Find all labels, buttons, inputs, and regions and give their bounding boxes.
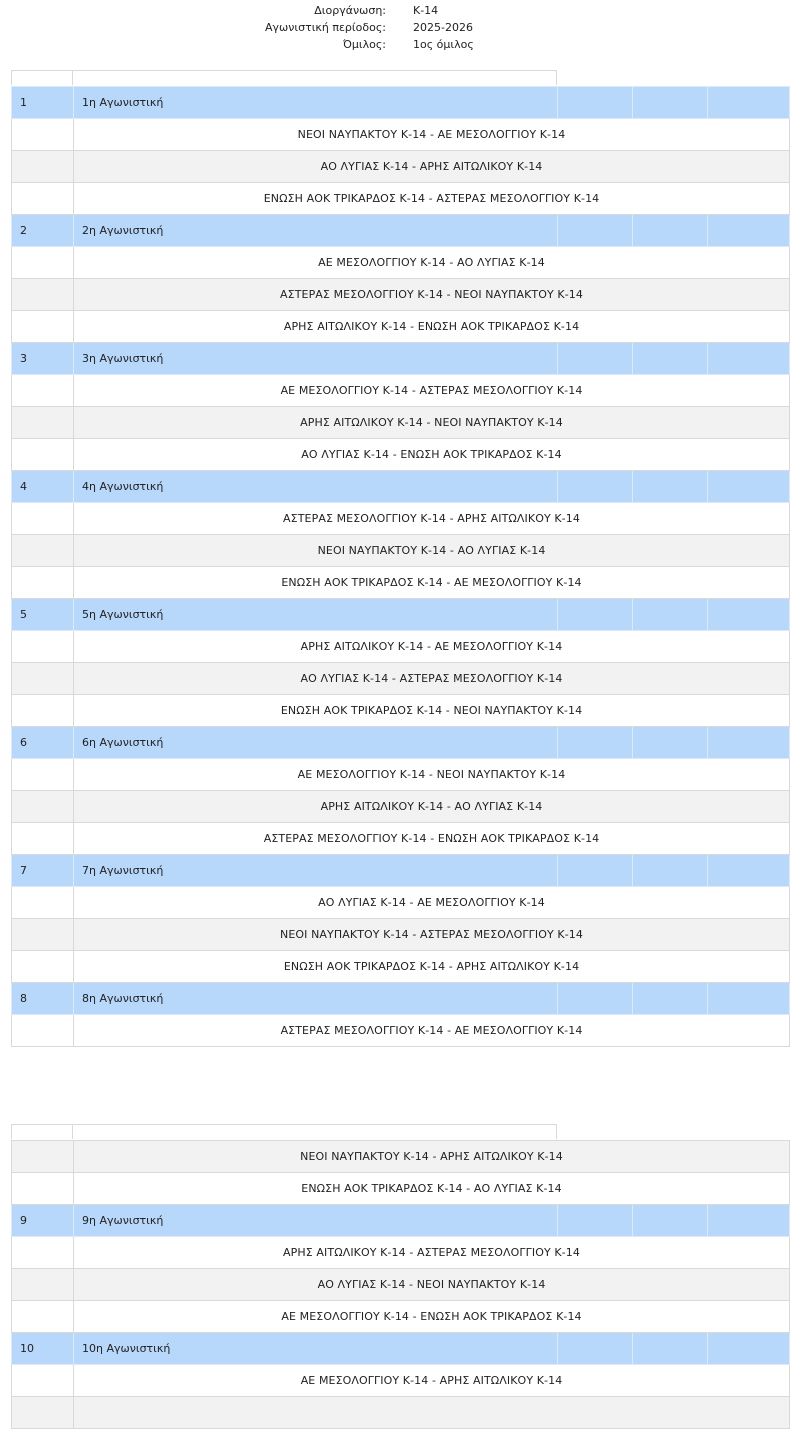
match-row <box>12 1141 790 1173</box>
round-empty-cell <box>558 343 633 375</box>
match-row <box>12 1015 790 1047</box>
round-header-row <box>12 727 790 759</box>
match-row <box>12 1173 790 1205</box>
round-empty-cell <box>633 727 708 759</box>
season-row <box>0 19 800 36</box>
round-empty-cell <box>558 1333 633 1365</box>
round-empty-cell <box>558 215 633 247</box>
match-row <box>12 1365 790 1397</box>
round-empty-cell <box>633 1205 708 1237</box>
match-empty-cell <box>12 823 74 855</box>
round-number: 9 <box>12 1205 74 1237</box>
match-teams: ΝΕΟΙ ΝΑΥΠΑΚΤΟΥ Κ-14 - ΑΣΤΕΡΑΣ ΜΕΣΟΛΟΓΓΙΟΥ Κ-14 <box>74 919 790 951</box>
round-name: 8η Αγωνιστική <box>74 983 558 1015</box>
round-name: 1η Αγωνιστική <box>74 87 558 119</box>
match-row <box>12 631 790 663</box>
match-row <box>12 151 790 183</box>
round-empty-cell <box>708 855 790 887</box>
round-name: 9η Αγωνιστική <box>74 1205 558 1237</box>
match-empty-cell <box>12 1237 74 1269</box>
round-number: 5 <box>12 599 74 631</box>
match-empty-cell <box>12 1301 74 1333</box>
match-row <box>12 1301 790 1333</box>
round-name: 10η Αγωνιστική <box>74 1333 558 1365</box>
match-row <box>12 887 790 919</box>
match-teams: ΝΕΟΙ ΝΑΥΠΑΚΤΟΥ Κ-14 - ΑΟ ΛΥΓΙΑΣ Κ-14 <box>74 535 790 567</box>
round-header-row <box>12 215 790 247</box>
round-number: 1 <box>12 87 74 119</box>
match-teams: ΕΝΩΣΗ ΑΟΚ ΤΡΙΚΑΡΔΟΣ Κ-14 - ΑΡΗΣ ΑΙΤΩΛΙΚΟΥ Κ-14 <box>74 951 790 983</box>
match-empty-cell <box>12 887 74 919</box>
match-row <box>12 663 790 695</box>
round-empty-cell <box>558 599 633 631</box>
match-teams: ΑΟ ΛΥΓΙΑΣ Κ-14 - ΑΕ ΜΕΣΟΛΟΓΓΙΟΥ Κ-14 <box>74 887 790 919</box>
match-row <box>12 119 790 151</box>
round-number: 7 <box>12 855 74 887</box>
round-empty-cell <box>633 343 708 375</box>
match-empty-cell <box>12 1397 74 1429</box>
season-label: Αγωνιστική περίοδος: <box>264 21 386 34</box>
match-teams: ΑΕ ΜΕΣΟΛΟΓΓΙΟΥ Κ-14 - ΝΕΟΙ ΝΑΥΠΑΚΤΟΥ Κ-14 <box>74 759 790 791</box>
match-teams: ΑΣΤΕΡΑΣ ΜΕΣΟΛΟΓΓΙΟΥ Κ-14 - ΑΡΗΣ ΑΙΤΩΛΙΚΟΥ Κ-14 <box>74 503 790 535</box>
match-row <box>12 1397 790 1429</box>
round-number: 6 <box>12 727 74 759</box>
round-name: 3η Αγωνιστική <box>74 343 558 375</box>
round-empty-cell <box>633 599 708 631</box>
round-empty-cell <box>633 855 708 887</box>
match-empty-cell <box>12 439 74 471</box>
round-empty-cell <box>558 727 633 759</box>
match-teams <box>74 1397 790 1429</box>
match-teams: ΝΕΟΙ ΝΑΥΠΑΚΤΟΥ Κ-14 - ΑΕ ΜΕΣΟΛΟΓΓΙΟΥ Κ-14 <box>74 119 790 151</box>
round-empty-cell <box>558 983 633 1015</box>
round-header-row <box>12 855 790 887</box>
match-empty-cell <box>12 503 74 535</box>
round-empty-cell <box>708 1333 790 1365</box>
round-empty-cell <box>633 1333 708 1365</box>
match-empty-cell <box>12 567 74 599</box>
match-teams: ΑΡΗΣ ΑΙΤΩΛΙΚΟΥ Κ-14 - ΝΕΟΙ ΝΑΥΠΑΚΤΟΥ Κ-14 <box>74 407 790 439</box>
round-name: 7η Αγωνιστική <box>74 855 558 887</box>
round-header-row <box>12 599 790 631</box>
match-row <box>12 439 790 471</box>
round-empty-cell <box>708 471 790 503</box>
round-empty-cell <box>558 471 633 503</box>
match-row <box>12 183 790 215</box>
round-empty-cell <box>708 1205 790 1237</box>
round-number: 2 <box>12 215 74 247</box>
round-empty-cell <box>633 471 708 503</box>
match-empty-cell <box>12 1365 74 1397</box>
match-empty-cell <box>12 1269 74 1301</box>
match-empty-cell <box>12 1141 74 1173</box>
match-teams: ΝΕΟΙ ΝΑΥΠΑΚΤΟΥ Κ-14 - ΑΡΗΣ ΑΙΤΩΛΙΚΟΥ Κ-14 <box>74 1141 790 1173</box>
match-empty-cell <box>12 375 74 407</box>
match-empty-cell <box>12 151 74 183</box>
match-empty-cell <box>12 311 74 343</box>
match-empty-cell <box>12 951 74 983</box>
round-empty-cell <box>633 983 708 1015</box>
match-teams: ΑΟ ΛΥΓΙΑΣ Κ-14 - ΕΝΩΣΗ ΑΟΚ ΤΡΙΚΑΡΔΟΣ Κ-14 <box>74 439 790 471</box>
round-empty-cell <box>558 87 633 119</box>
schedule-table-page-1 <box>11 70 789 1047</box>
competition-value: Κ-14 <box>413 4 439 17</box>
match-row <box>12 1237 790 1269</box>
match-teams: ΑΕ ΜΕΣΟΛΟΓΓΙΟΥ Κ-14 - ΑΡΗΣ ΑΙΤΩΛΙΚΟΥ Κ-14 <box>74 1365 790 1397</box>
match-teams: ΑΣΤΕΡΑΣ ΜΕΣΟΛΟΓΓΙΟΥ Κ-14 - ΕΝΩΣΗ ΑΟΚ ΤΡΙΚΑΡΔΟΣ Κ-14 <box>74 823 790 855</box>
match-row <box>12 311 790 343</box>
round-name: 2η Αγωνιστική <box>74 215 558 247</box>
match-empty-cell <box>12 183 74 215</box>
match-row <box>12 279 790 311</box>
round-empty-cell <box>708 983 790 1015</box>
match-empty-cell <box>12 119 74 151</box>
match-row <box>12 823 790 855</box>
round-name: 4η Αγωνιστική <box>74 471 558 503</box>
season-value: 2025-2026 <box>413 21 473 34</box>
match-teams: ΑΡΗΣ ΑΙΤΩΛΙΚΟΥ Κ-14 - ΑΣΤΕΡΑΣ ΜΕΣΟΛΟΓΓΙΟΥ Κ-14 <box>74 1237 790 1269</box>
group-row <box>0 36 800 53</box>
match-teams: ΑΡΗΣ ΑΙΤΩΛΙΚΟΥ Κ-14 - ΑΕ ΜΕΣΟΛΟΓΓΙΟΥ Κ-14 <box>74 631 790 663</box>
round-empty-cell <box>633 215 708 247</box>
round-header-row <box>12 1333 790 1365</box>
match-teams: ΑΟ ΛΥΓΙΑΣ Κ-14 - ΑΣΤΕΡΑΣ ΜΕΣΟΛΟΓΓΙΟΥ Κ-14 <box>74 663 790 695</box>
match-teams: ΑΡΗΣ ΑΙΤΩΛΙΚΟΥ Κ-14 - ΕΝΩΣΗ ΑΟΚ ΤΡΙΚΑΡΔΟΣ Κ-14 <box>74 311 790 343</box>
round-empty-cell <box>558 855 633 887</box>
round-empty-cell <box>633 87 708 119</box>
match-teams: ΑΟ ΛΥΓΙΑΣ Κ-14 - ΝΕΟΙ ΝΑΥΠΑΚΤΟΥ Κ-14 <box>74 1269 790 1301</box>
match-row <box>12 535 790 567</box>
match-empty-cell <box>12 279 74 311</box>
match-teams: ΕΝΩΣΗ ΑΟΚ ΤΡΙΚΑΡΔΟΣ Κ-14 - ΝΕΟΙ ΝΑΥΠΑΚΤΟΥ Κ-14 <box>74 695 790 727</box>
match-row <box>12 951 790 983</box>
round-header-row <box>12 1205 790 1237</box>
table-header-stub <box>11 1124 789 1140</box>
match-empty-cell <box>12 631 74 663</box>
match-row <box>12 247 790 279</box>
round-empty-cell <box>708 599 790 631</box>
round-empty-cell <box>708 727 790 759</box>
match-teams: ΑΣΤΕΡΑΣ ΜΕΣΟΛΟΓΓΙΟΥ Κ-14 - ΑΕ ΜΕΣΟΛΟΓΓΙΟΥ Κ-14 <box>74 1015 790 1047</box>
match-row <box>12 375 790 407</box>
schedule-table-page-2 <box>11 1124 789 1429</box>
match-empty-cell <box>12 919 74 951</box>
round-empty-cell <box>558 1205 633 1237</box>
match-row <box>12 695 790 727</box>
round-empty-cell <box>708 343 790 375</box>
match-row <box>12 503 790 535</box>
group-label: Όμιλος: <box>342 38 386 51</box>
match-empty-cell <box>12 247 74 279</box>
match-row <box>12 919 790 951</box>
match-teams: ΑΣΤΕΡΑΣ ΜΕΣΟΛΟΓΓΙΟΥ Κ-14 - ΝΕΟΙ ΝΑΥΠΑΚΤΟΥ Κ-14 <box>74 279 790 311</box>
competition-label: Διοργάνωση: <box>314 4 386 17</box>
round-header-row <box>12 343 790 375</box>
round-number: 3 <box>12 343 74 375</box>
match-empty-cell <box>12 663 74 695</box>
match-empty-cell <box>12 1015 74 1047</box>
match-empty-cell <box>12 1173 74 1205</box>
match-teams: ΕΝΩΣΗ ΑΟΚ ΤΡΙΚΑΡΔΟΣ Κ-14 - ΑΕ ΜΕΣΟΛΟΓΓΙΟΥ Κ-14 <box>74 567 790 599</box>
round-name: 5η Αγωνιστική <box>74 599 558 631</box>
match-empty-cell <box>12 695 74 727</box>
match-teams: ΕΝΩΣΗ ΑΟΚ ΤΡΙΚΑΡΔΟΣ Κ-14 - ΑΣΤΕΡΑΣ ΜΕΣΟΛΟΓΓΙΟΥ Κ-14 <box>74 183 790 215</box>
round-number: 10 <box>12 1333 74 1365</box>
match-row <box>12 759 790 791</box>
round-name: 6η Αγωνιστική <box>74 727 558 759</box>
round-empty-cell <box>708 87 790 119</box>
round-empty-cell <box>708 215 790 247</box>
competition-info <box>0 2 800 53</box>
round-header-row <box>12 471 790 503</box>
round-header-row <box>12 87 790 119</box>
table-header-stub <box>11 70 789 86</box>
match-empty-cell <box>12 535 74 567</box>
competition-row <box>0 2 800 19</box>
match-empty-cell <box>12 759 74 791</box>
match-row <box>12 1269 790 1301</box>
match-teams: ΑΕ ΜΕΣΟΛΟΓΓΙΟΥ Κ-14 - ΑΟ ΛΥΓΙΑΣ Κ-14 <box>74 247 790 279</box>
match-teams: ΕΝΩΣΗ ΑΟΚ ΤΡΙΚΑΡΔΟΣ Κ-14 - ΑΟ ΛΥΓΙΑΣ Κ-14 <box>74 1173 790 1205</box>
match-teams: ΑΕ ΜΕΣΟΛΟΓΓΙΟΥ Κ-14 - ΑΣΤΕΡΑΣ ΜΕΣΟΛΟΓΓΙΟΥ Κ-14 <box>74 375 790 407</box>
group-value: 1ος όμιλος <box>413 38 474 51</box>
match-row <box>12 791 790 823</box>
match-teams: ΑΡΗΣ ΑΙΤΩΛΙΚΟΥ Κ-14 - ΑΟ ΛΥΓΙΑΣ Κ-14 <box>74 791 790 823</box>
match-empty-cell <box>12 791 74 823</box>
round-number: 8 <box>12 983 74 1015</box>
match-teams: ΑΕ ΜΕΣΟΛΟΓΓΙΟΥ Κ-14 - ΕΝΩΣΗ ΑΟΚ ΤΡΙΚΑΡΔΟΣ Κ-14 <box>74 1301 790 1333</box>
round-number: 4 <box>12 471 74 503</box>
match-row <box>12 407 790 439</box>
round-header-row <box>12 983 790 1015</box>
match-empty-cell <box>12 407 74 439</box>
match-row <box>12 567 790 599</box>
match-teams: ΑΟ ΛΥΓΙΑΣ Κ-14 - ΑΡΗΣ ΑΙΤΩΛΙΚΟΥ Κ-14 <box>74 151 790 183</box>
